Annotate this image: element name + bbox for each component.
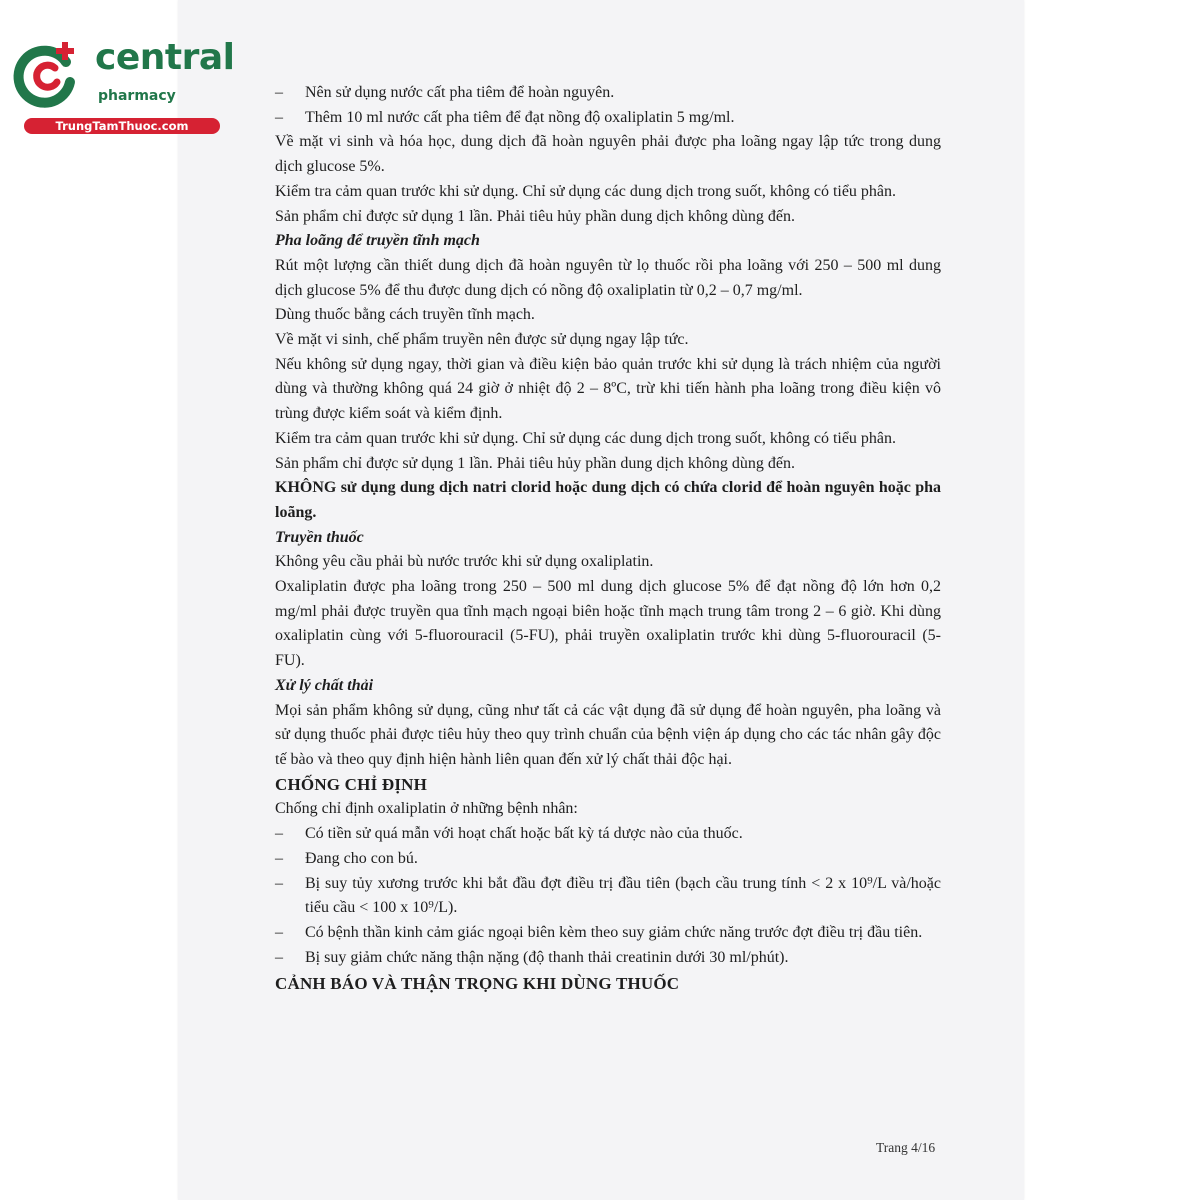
paragraph: Sản phẩm chỉ được sử dụng 1 lần. Phải tiêu hủy phần dung dịch không dùng đến.: [275, 454, 795, 472]
pharmacy-logo-icon: [10, 38, 82, 110]
section-heading-contraindications: CHỐNG CHỈ ĐỊNH: [275, 774, 428, 794]
paragraph: Về mặt vi sinh, chế phẩm truyền nên được sử dụng ngay lập tức.: [275, 331, 689, 349]
warning-paragraph: KHÔNG sử dụng dung dịch natri clorid hoặc dung dịch có chứa clorid để hoàn nguyên hoặc pha loãng.: [275, 479, 941, 521]
paragraph: Nếu không sử dụng ngay, thời gian và điều kiện bảo quản trước khi sử dụng là trách nhiệm của người dùng và thường không quá 24 giờ ở nhiệt độ 2 – 8ºC, trừ khi tiến hành pha loãng trong điều kiện vô trùng được kiểm soát và kiểm định.: [275, 355, 941, 423]
subheading-infusion: Truyền thuốc: [275, 528, 364, 546]
list-item: – Thêm 10 ml nước cất pha tiêm để đạt nồng độ oxaliplatin 5 mg/ml.: [275, 106, 941, 131]
paragraph: Oxaliplatin được pha loãng trong 250 – 500 ml dung dịch glucose 5% để đạt nồng độ lớn hơn 0,2 mg/ml phải được truyền qua tĩnh mạch ngoại biên hoặc tĩnh mạch trung tâm trong 2 – 6 giờ. Khi dùng oxaliplatin cùng với 5-fluorouracil (5-FU), phải truyền oxaliplatin trước khi dùng 5-fluorouracil (5-FU).: [275, 578, 941, 670]
paragraph: Không yêu cầu phải bù nước trước khi sử dụng oxaliplatin.: [275, 553, 654, 571]
dash-marker: –: [275, 874, 283, 892]
section-heading-warnings: CẢNH BÁO VÀ THẬN TRỌNG KHI DÙNG THUỐC: [275, 974, 680, 994]
dash-marker: –: [275, 825, 283, 843]
subheading-waste: Xử lý chất thải: [275, 676, 374, 694]
paragraph: Sản phẩm chỉ được sử dụng 1 lần. Phải tiêu hủy phần dung dịch không dùng đến.: [275, 207, 795, 225]
page-number: Trang 4/16: [876, 1140, 936, 1155]
paragraph: Chống chỉ định oxaliplatin ở những bệnh nhân:: [275, 800, 578, 818]
logo-subtitle: pharmacy: [98, 88, 176, 104]
dash-marker: –: [275, 948, 283, 966]
list-item: – Bị suy tủy xương trước khi bắt đầu đợt điều trị đầu tiên (bạch cầu trung tính < 2 x 10⁹/L và/hoặc tiểu cầu < 100 x 10⁹/L).: [275, 872, 941, 921]
paragraph: Kiểm tra cảm quan trước khi sử dụng. Chỉ sử dụng các dung dịch trong suốt, không có tiểu phân.: [275, 429, 897, 447]
dash-marker: –: [275, 923, 283, 941]
paragraph: Kiểm tra cảm quan trước khi sử dụng. Chỉ sử dụng các dung dịch trong suốt, không có tiểu phân.: [275, 182, 897, 200]
dash-marker: –: [275, 84, 283, 101]
subheading-dilution: Pha loãng để truyền tĩnh mạch: [275, 232, 480, 250]
logo-website-link[interactable]: TrungTamThuoc.com: [24, 118, 220, 134]
logo-brand-name: central: [95, 37, 235, 78]
paragraph: Dùng thuốc bằng cách truyền tĩnh mạch.: [275, 306, 535, 324]
list-item: – Có bệnh thần kinh cảm giác ngoại biên kèm theo suy giảm chức năng trước đợt điều trị đầu tiên.: [275, 921, 941, 946]
pharmacy-logo[interactable]: [10, 37, 235, 138]
dash-marker: –: [275, 849, 283, 867]
document-body: [275, 81, 941, 997]
dash-marker: –: [275, 108, 283, 126]
list-item: – Có tiền sử quá mẫn với hoạt chất hoặc bất kỳ tá dược nào của thuốc.: [275, 822, 941, 847]
paragraph: Rút một lượng cần thiết dung dịch đã hoàn nguyên từ lọ thuốc rồi pha loãng với 250 – 500 ml dung dịch glucose 5% để thu được dung dịch có nồng độ oxaliplatin từ 0,2 – 0,7 mg/ml.: [275, 256, 941, 299]
paragraph: Về mặt vi sinh và hóa học, dung dịch đã hoàn nguyên phải được pha loãng ngay lập tức trong dung dịch glucose 5%.: [275, 133, 941, 176]
list-item: – Bị suy giảm chức năng thận nặng (độ thanh thải creatinin dưới 30 ml/phút).: [275, 946, 941, 971]
list-item: – Nên sử dụng nước cất pha tiêm để hoàn nguyên.: [275, 81, 941, 106]
list-item: – Đang cho con bú.: [275, 847, 941, 872]
paragraph: Mọi sản phẩm không sử dụng, cũng như tất cả các vật dụng đã sử dụng để hoàn nguyên, pha loãng và sử dụng thuốc phải được tiêu hủy theo quy trình chuẩn của bệnh viện áp dụng cho các tác nhân gây độc tế bào và theo quy định hiện hành liên quan đến xử lý chất thải độc hại.: [275, 701, 941, 768]
